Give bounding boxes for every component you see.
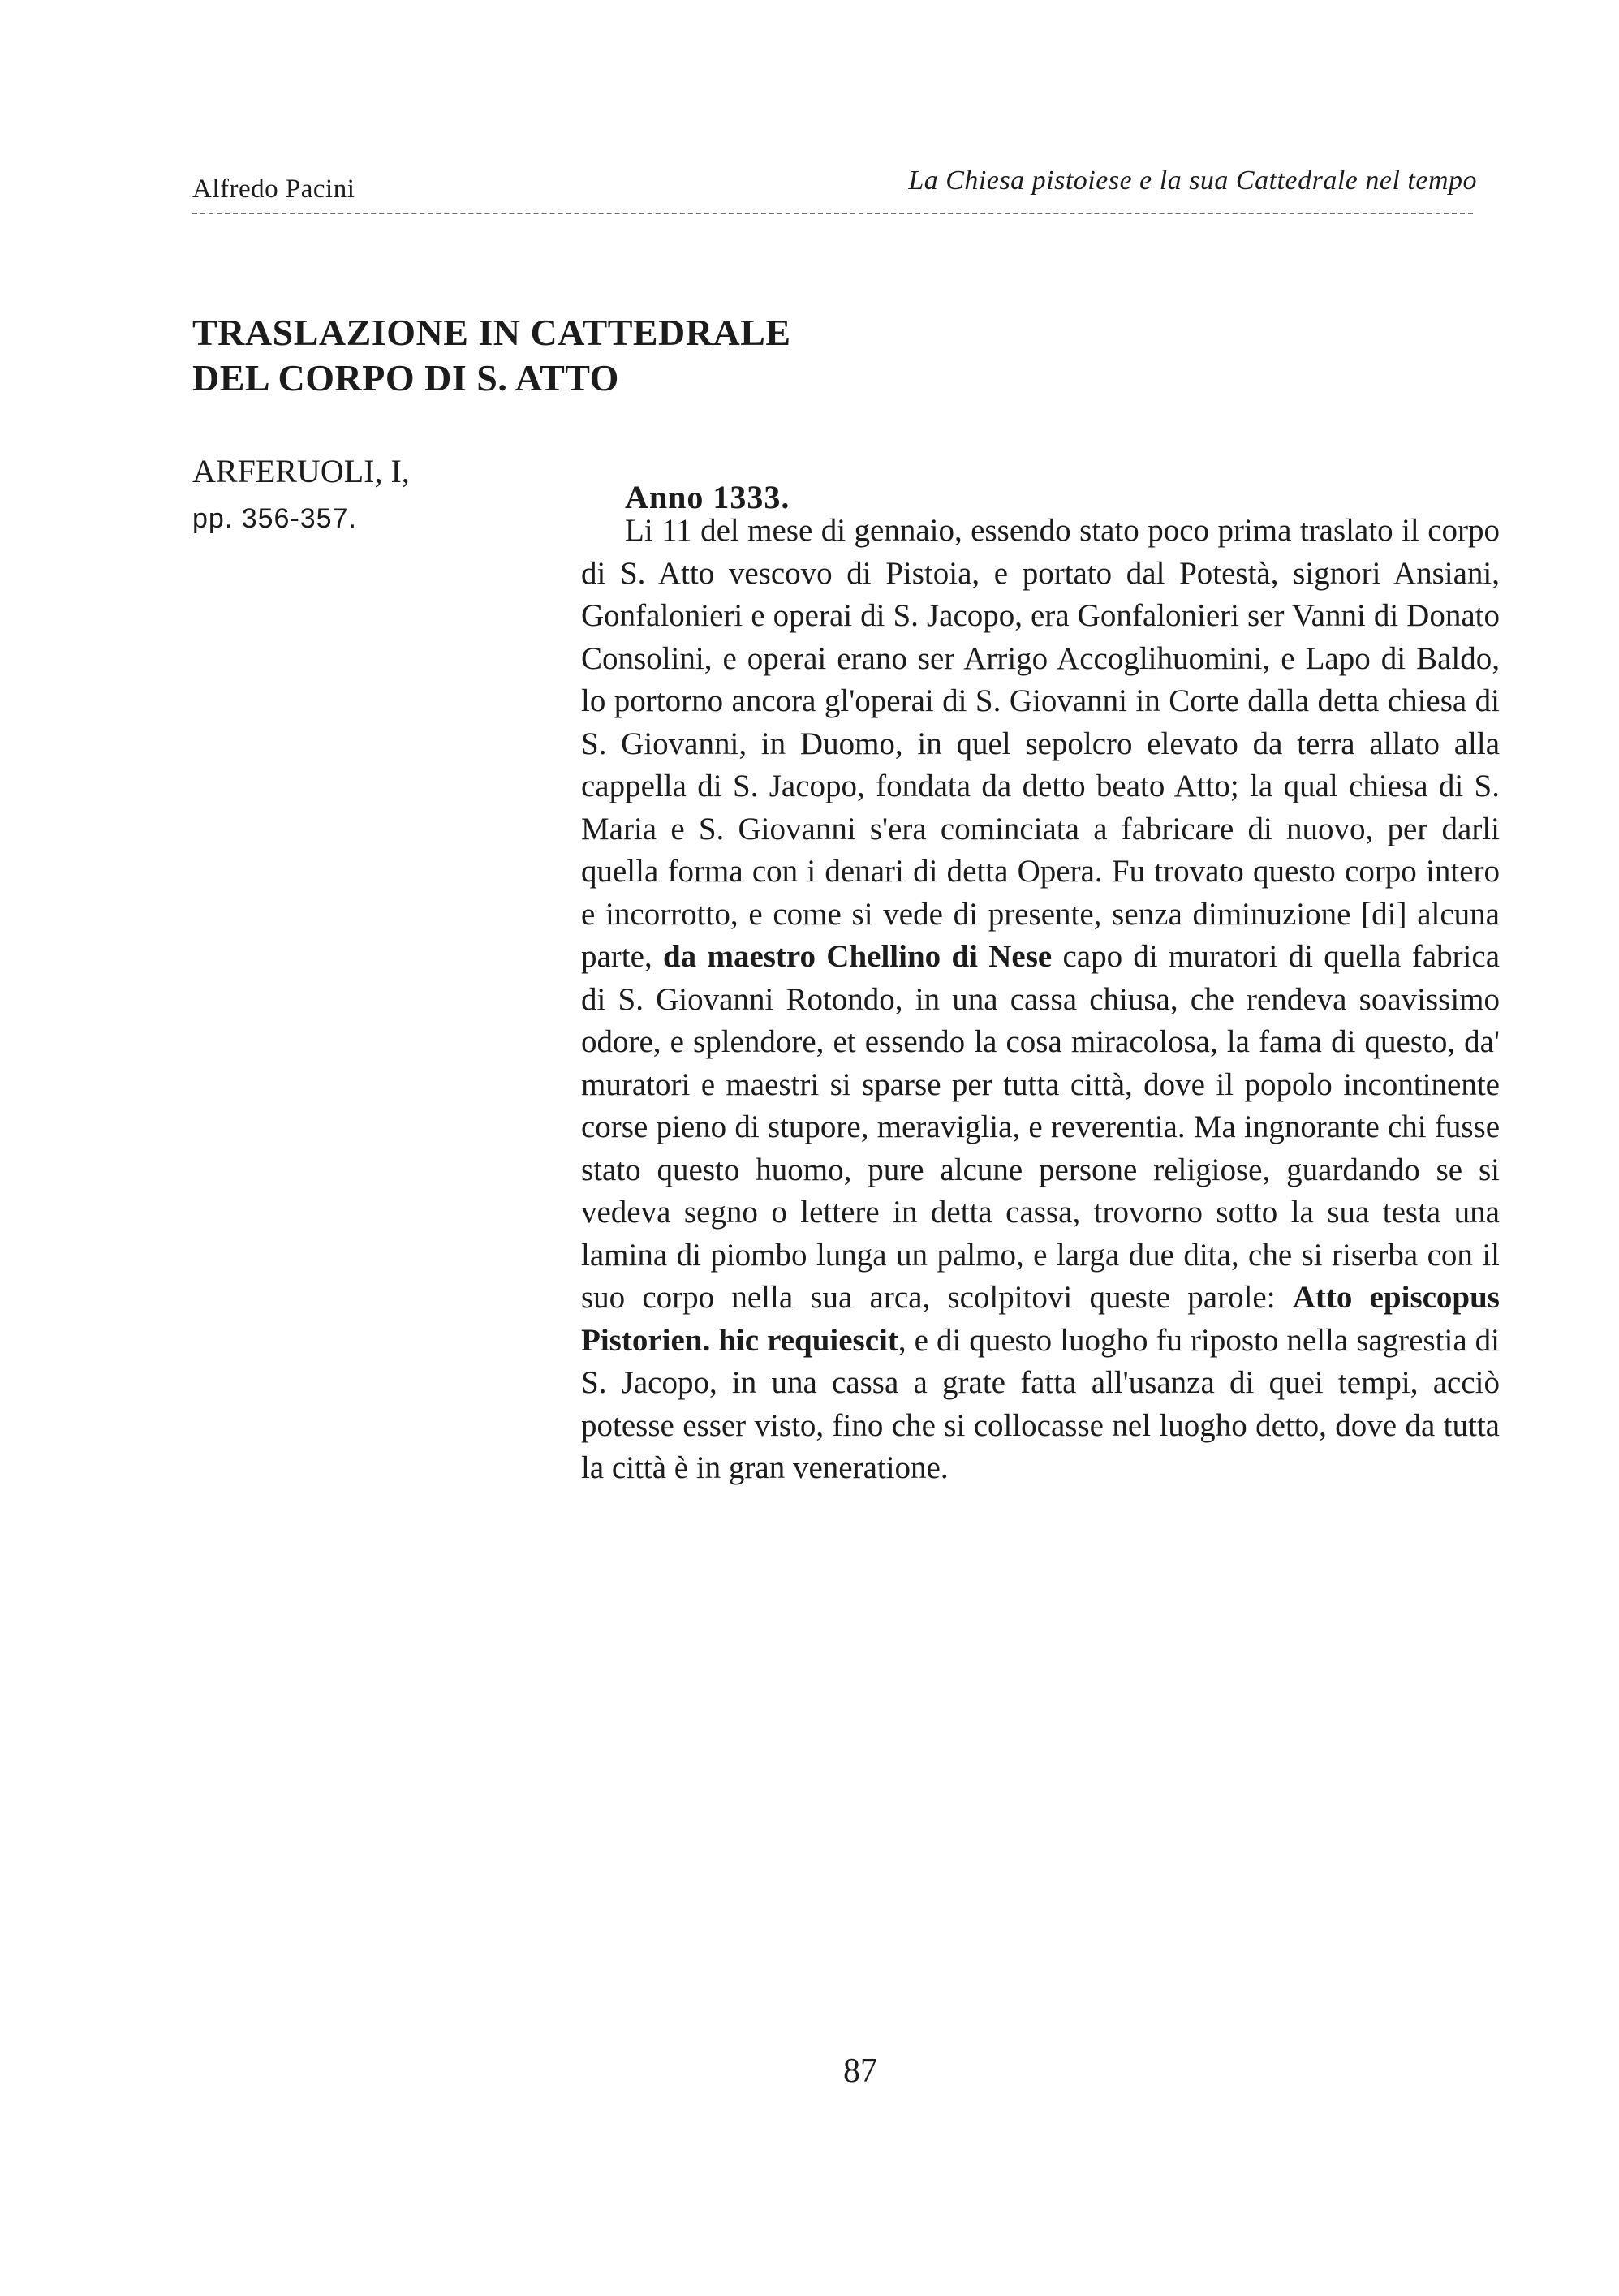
source-work: ARFERUOLI, I, (192, 453, 410, 489)
page-number: 87 (843, 2053, 877, 2090)
section-heading (192, 310, 923, 401)
running-header-title: La Chiesa pistoiese e la sua Cattedrale nel tempo (908, 166, 1477, 196)
header-rule (192, 213, 1473, 214)
source-pages: pp. 356-357. (192, 503, 357, 534)
year-heading: Anno 1333. (625, 479, 790, 515)
paragraph-text-2: capo di muratori di quella fabrica di S. Giovanni Rotondo, in una cassa chiusa, che rendeva soavissimo odore, e splendore, et essendo la cosa miracolosa, la fama di questo, da' muratori e maestri si sparse per tutta città, dove il popolo incontinente corse pieno di stupore, meraviglia, e reverentia. Ma ingnorante chi fusse stato questo huomo, pure alcune persone religiose, guardando se si vedeva segno o lettere in detta cassa, trovorno sotto la sua testa una lamina di piombo lunga un palmo, e larga due dita, che si riserba con il suo corpo nella sua arca, scolpitovi queste parole: (581, 939, 1501, 1315)
emphasis-master-name: da maestro Chellino di Nese (662, 939, 1053, 974)
paragraph-text-1: Li 11 del mese di gennaio, essendo stato poco prima traslato il corpo di S. Atto vescovo di Pistoia, e portato dal Potestà, signori Ansiani, Gonfalonieri e operai di S. Jacopo, era Gonfalonieri ser Vanni di Donato Consolini, e operai erano ser Arrigo Accoglihuomini, e Lapo di Baldo, lo portorno ancora gl'operai di S. Giovanni in Corte dalla detta chiesa di S. Giovanni, in Duomo, in quel sepolcro elevato da terra allato alla cappella di S. Jacopo, fondata da detto beato Atto; la qual chiesa di S. Maria e S. Giovanni s'era cominciata a fabricare di nuovo, per darli quella forma con i denari di detta Opera. Fu trovato questo corpo intero e incorrotto, e come si vede di presente, senza diminuzione [di] alcuna parte, (581, 513, 1500, 974)
running-header-author: Alfredo Pacini (192, 174, 355, 204)
emphasis-inscription: Atto episcopus Pistorien. hic requiescit (581, 1280, 1500, 1358)
paragraph-text-3: , e di questo luogho fu riposto nella sagrestia di S. Jacopo, in una cassa a grate fatta all'usanza di quei tempi, acciò potesse esser visto, fino che si collocasse nel luogho detto, dove da tutta la città è in gran veneratione. (581, 1322, 1500, 1485)
chronicle-paragraph (581, 510, 1500, 1490)
section-heading-line-1: TRASLAZIONE IN CATTEDRALE (192, 312, 791, 353)
source-note (192, 448, 410, 542)
section-heading-line-2: DEL CORPO DI S. ATTO (192, 357, 619, 398)
